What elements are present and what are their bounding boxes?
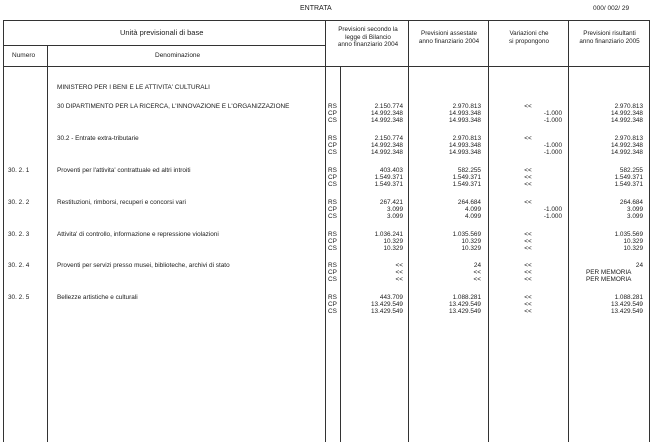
row-variazioni-value: << <box>524 245 532 252</box>
row-variazioni-value: -1.000 <box>543 213 562 220</box>
row-denominazione: Restituzioni, rimborsi, recuperi e concorsi vari <box>57 199 186 206</box>
row-assestate-value: 264.684 <box>457 199 481 206</box>
page-code: 000/ 002/ 29 <box>593 5 630 12</box>
row-prev-value: 13.429.549 <box>371 301 403 308</box>
unita-divider <box>3 45 325 46</box>
row-risultanti-value: 3.099 <box>627 206 643 213</box>
row-denominazione: Proventi per l'attivita' contrattuale ed altri introiti <box>57 167 191 174</box>
row-risultanti-value: 1.088.281 <box>614 294 643 301</box>
row-type: RS <box>328 167 337 174</box>
variazioni-header: Variazioni che si propongono <box>509 30 549 45</box>
row-variazioni-value: << <box>524 174 532 181</box>
row-prev-value: << <box>395 269 403 276</box>
row-risultanti-value: 14.992.348 <box>611 110 643 117</box>
row-prev-value: 13.429.549 <box>371 308 403 315</box>
row-assestate-value: << <box>473 269 481 276</box>
row-prev-value: 1.036.241 <box>374 231 403 238</box>
row-risultanti-value: 24 <box>635 262 643 269</box>
row-type: RS <box>328 135 337 142</box>
row-variazioni-value: << <box>524 262 532 269</box>
row-prev-value: 1.549.371 <box>374 174 403 181</box>
row-prev-value: 403.403 <box>379 167 403 174</box>
row-assestate-value: 582.255 <box>457 167 481 174</box>
denominazione-header: Denominazione <box>155 52 201 59</box>
row-denominazione: 30.2 - Entrate extra-tributarie <box>57 135 139 142</box>
prev-2004-header: Previsioni secondo la legge di Bilancio anno finanziario 2004 <box>337 26 399 48</box>
row-assestate-value: 13.429.549 <box>449 308 481 315</box>
type-divider <box>340 66 341 442</box>
table-header-border <box>3 66 650 67</box>
assestate-header: Previsioni assestate anno finanziario 2004 <box>418 30 480 45</box>
row-type: CP <box>328 206 337 213</box>
row-denominazione: Proventi per servizi presso musei, biblioteche, archivi di stato <box>57 262 230 269</box>
table-top-border <box>3 20 650 21</box>
row-prev-value: 14.992.348 <box>371 117 403 124</box>
row-variazioni-value: << <box>524 167 532 174</box>
row-prev-value: 10.329 <box>383 245 403 252</box>
numero-header: Numero <box>12 52 36 59</box>
row-number: 30. 2. 1 <box>8 167 30 174</box>
row-assestate-value: 14.993.348 <box>449 117 481 124</box>
row-variazioni-value: -1.000 <box>543 149 562 156</box>
row-variazioni-value: << <box>524 301 532 308</box>
row-assestate-value: 4.099 <box>465 213 481 220</box>
row-type: CP <box>328 142 337 149</box>
row-risultanti-value: 2.970.813 <box>614 135 643 142</box>
left-border <box>3 20 4 442</box>
row-assestate-value: 24 <box>473 262 481 269</box>
row-assestate-value: << <box>473 276 481 283</box>
row-assestate-value: 1.088.281 <box>452 294 481 301</box>
row-assestate-value: 14.993.348 <box>449 110 481 117</box>
row-prev-value: 2.150.774 <box>374 135 403 142</box>
row-type: CP <box>328 238 337 245</box>
right-border <box>649 20 650 442</box>
row-variazioni-value: << <box>524 308 532 315</box>
row-variazioni-value: -1.000 <box>543 206 562 213</box>
row-type: CS <box>328 276 337 283</box>
row-assestate-value: 1.549.371 <box>452 181 481 188</box>
row-assestate-value: 14.993.348 <box>449 142 481 149</box>
row-number: 30. 2. 3 <box>8 231 30 238</box>
row-number: 30. 2. 2 <box>8 199 30 206</box>
row-type: RS <box>328 294 337 301</box>
row-risultanti-value: 10.329 <box>623 238 643 245</box>
row-prev-value: << <box>395 262 403 269</box>
row-variazioni-value: << <box>524 269 532 276</box>
row-variazioni-value: -1.000 <box>543 142 562 149</box>
prev-divider <box>408 20 409 442</box>
row-risultanti-value: 1.035.569 <box>614 231 643 238</box>
row-risultanti-value: 14.992.348 <box>611 149 643 156</box>
row-assestate-value: 14.993.348 <box>449 149 481 156</box>
row-type: CP <box>328 301 337 308</box>
risultanti-header: Previsioni risultanti anno finanziario 2005 <box>579 30 640 45</box>
row-assestate-value: 10.329 <box>461 238 481 245</box>
row-variazioni-value: << <box>524 199 532 206</box>
row-risultanti-value: 1.549.371 <box>614 174 643 181</box>
row-variazioni-value: -1.000 <box>543 117 562 124</box>
row-prev-value: 3.099 <box>387 213 403 220</box>
row-prev-value: 2.150.774 <box>374 103 403 110</box>
row-variazioni-value: << <box>524 276 532 283</box>
variazioni-divider <box>568 20 569 442</box>
row-type: RS <box>328 231 337 238</box>
row-risultanti-value: 14.992.348 <box>611 117 643 124</box>
row-type: CP <box>328 269 337 276</box>
denominazione-divider <box>325 20 326 442</box>
row-variazioni-value: << <box>524 181 532 188</box>
ministry-title: MINISTERO PER I BENI E LE ATTIVITA' CULTURALI <box>57 84 210 91</box>
row-assestate-value: 2.970.813 <box>452 103 481 110</box>
row-type: CS <box>328 245 337 252</box>
row-risultanti-value: 14.992.348 <box>611 142 643 149</box>
row-denominazione: 30 DIPARTIMENTO PER LA RICERCA, L'INNOVAZIONE E L'ORGANIZZAZIONE <box>57 103 290 110</box>
row-denominazione: Attivita' di controllo, informazione e repressione violazioni <box>57 231 219 238</box>
row-prev-value: 14.992.348 <box>371 149 403 156</box>
row-risultanti-value: 13.429.549 <box>611 301 643 308</box>
row-risultanti-value: 1.549.371 <box>614 181 643 188</box>
row-assestate-value: 2.970.813 <box>452 135 481 142</box>
assestate-divider <box>488 20 489 442</box>
row-type: CP <box>328 174 337 181</box>
row-risultanti-value: 13.429.549 <box>611 308 643 315</box>
row-prev-value: 267.421 <box>379 199 403 206</box>
row-type: CS <box>328 308 337 315</box>
row-prev-value: 10.329 <box>383 238 403 245</box>
row-variazioni-value: << <box>524 294 532 301</box>
row-prev-value: 14.992.348 <box>371 110 403 117</box>
row-type: CS <box>328 213 337 220</box>
row-variazioni-value: << <box>524 103 532 110</box>
numero-divider <box>47 45 48 442</box>
row-assestate-value: 1.549.371 <box>452 174 481 181</box>
row-type: RS <box>328 103 337 110</box>
row-type: CS <box>328 117 337 124</box>
row-prev-value: 1.549.371 <box>374 181 403 188</box>
row-risultanti-value: PER MEMORIA <box>586 276 632 283</box>
row-type: RS <box>328 262 337 269</box>
row-type: CS <box>328 149 337 156</box>
row-assestate-value: 13.429.549 <box>449 301 481 308</box>
row-risultanti-value: 3.099 <box>627 213 643 220</box>
row-type: CP <box>328 110 337 117</box>
row-denominazione: Bellezze artistiche e culturali <box>57 294 138 301</box>
row-variazioni-value: << <box>524 231 532 238</box>
row-risultanti-value: 582.255 <box>619 167 643 174</box>
row-risultanti-value: 264.684 <box>619 199 643 206</box>
row-assestate-value: 1.035.569 <box>452 231 481 238</box>
unita-header: Unità previsionali di base <box>120 28 204 37</box>
row-prev-value: 14.992.348 <box>371 142 403 149</box>
row-prev-value: << <box>395 276 403 283</box>
row-risultanti-value: PER MEMORIA <box>586 269 632 276</box>
row-type: RS <box>328 199 337 206</box>
row-variazioni-value: << <box>524 238 532 245</box>
row-risultanti-value: 10.329 <box>623 245 643 252</box>
row-type: CS <box>328 181 337 188</box>
row-prev-value: 443.709 <box>379 294 403 301</box>
row-variazioni-value: << <box>524 135 532 142</box>
row-number: 30. 2. 4 <box>8 262 30 269</box>
page-title: ENTRATA <box>300 5 332 12</box>
row-number: 30. 2. 5 <box>8 294 30 301</box>
row-risultanti-value: 2.970.813 <box>614 103 643 110</box>
row-variazioni-value: -1.000 <box>543 110 562 117</box>
row-assestate-value: 4.099 <box>465 206 481 213</box>
row-prev-value: 3.099 <box>387 206 403 213</box>
row-assestate-value: 10.329 <box>461 245 481 252</box>
